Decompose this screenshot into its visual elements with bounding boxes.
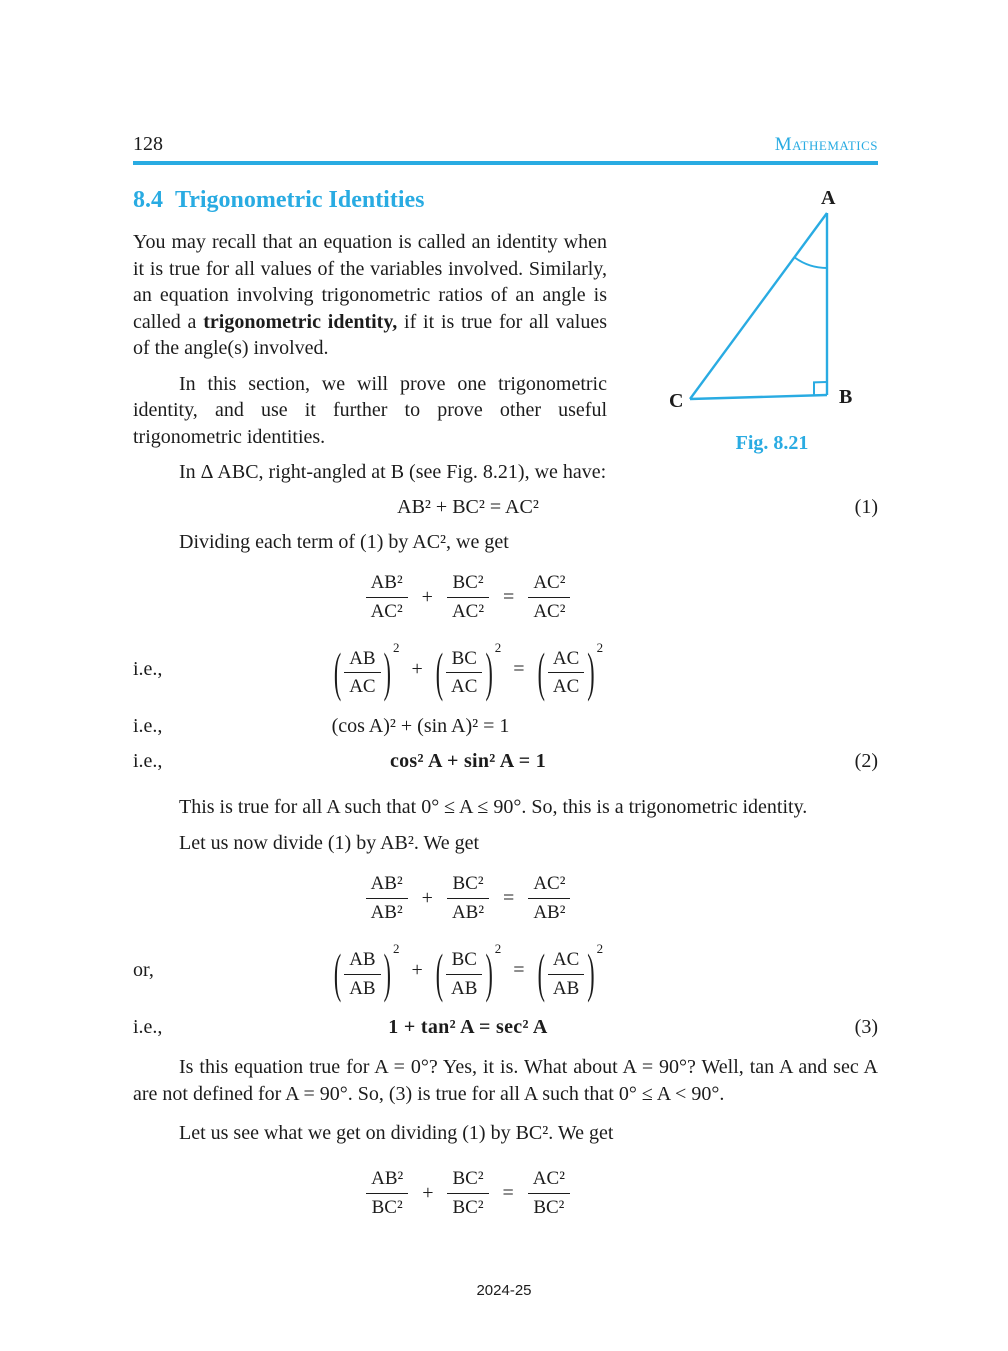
paragraph-text: if it is true for all values of the angle(s) involved.: [133, 310, 607, 359]
fraction-numerator: AC: [552, 647, 580, 669]
fraction-denominator: AC²: [528, 597, 570, 624]
fraction: [528, 872, 570, 925]
fraction-denominator: BC²: [447, 1193, 488, 1220]
fraction-numerator: AB: [349, 948, 376, 970]
fraction-numerator: AC: [552, 948, 580, 970]
paren-equation-ab: [133, 940, 878, 1004]
right-paren: ): [383, 942, 391, 1004]
fraction-denominator: BC²: [528, 1193, 570, 1220]
paragraph-section-intro: In this section, we will prove one trigonometric identity, and use it further to prove other useful trigonometric identities.: [133, 372, 607, 448]
fraction-numerator: AB²: [371, 1167, 404, 1189]
plus-operator: +: [421, 585, 433, 608]
squared-term: [537, 940, 604, 1004]
right-angle-mark-b: [814, 382, 827, 395]
paragraph-divide-by-bc2: Let us see what we get on dividing (1) by BC². We get: [179, 1122, 614, 1145]
page-header: [133, 133, 878, 156]
equals-operator: =: [513, 657, 525, 680]
paren-equation-ac: [133, 639, 878, 703]
fraction-numerator: AB: [349, 647, 376, 669]
exponent: 2: [596, 639, 604, 655]
exponent: 2: [392, 940, 400, 956]
equation-label: i.e.,: [133, 657, 163, 680]
squared-term: [333, 940, 400, 1004]
fraction-numerator: AB²: [370, 572, 403, 593]
equation-body: [205, 639, 826, 703]
equation-3-row: [133, 1016, 878, 1039]
fraction-denominator: AB: [446, 974, 482, 1001]
squared-term: [435, 639, 502, 703]
vertex-label-b: B: [839, 386, 853, 408]
right-paren: ): [587, 942, 595, 1004]
fraction-denominator: BC²: [366, 1193, 408, 1220]
equation-body: [205, 571, 826, 624]
equation-label: i.e.,: [133, 715, 163, 738]
exponent: 2: [494, 940, 502, 956]
vertex-label-c: C: [669, 390, 684, 412]
edition-footer: 2024-25: [476, 1282, 532, 1299]
fraction: [366, 571, 408, 624]
intro-section: [133, 187, 878, 455]
vertex-label-a: A: [821, 187, 836, 209]
equation-body: [205, 940, 826, 1004]
paragraph-triangle-setup: In Δ ABC, right-angled at B (see Fig. 8.21), we have:: [179, 461, 607, 483]
left-paren: (: [435, 641, 444, 703]
equation-body: 1 + tan² A = sec² A: [388, 1016, 548, 1039]
squared-term: [333, 639, 400, 703]
equation-body: AB² + BC² = AC²: [397, 495, 539, 518]
cos-sin-equation-row: [133, 715, 878, 738]
paragraph-identity-definition: [133, 229, 607, 362]
left-paren: (: [333, 641, 342, 703]
fraction: [366, 1167, 408, 1220]
running-head-subject: Mathematics: [774, 134, 878, 155]
equation-2-row: [133, 750, 878, 773]
equation-number: (1): [854, 495, 878, 518]
right-paren: ): [383, 641, 391, 703]
section-title: Trigonometric Identities: [175, 187, 425, 213]
fraction-equation-ab: [133, 872, 878, 925]
paragraph-divide-by-ac2: Dividing each term of (1) by AC², we get: [179, 530, 509, 553]
equation-number: (3): [854, 1016, 878, 1039]
exponent: 2: [494, 639, 502, 655]
left-paren: (: [435, 942, 444, 1004]
paragraph-text: You may recall that an equation is called an identity when it is true for all values of the variables involved. Similarly, an equation involving trigonometric ratios of an angle is called a: [133, 231, 607, 333]
fraction-numerator: BC²: [452, 873, 484, 895]
fraction-denominator: AB²: [366, 898, 408, 925]
fraction-numerator: AB²: [370, 873, 403, 895]
fraction: [366, 872, 408, 925]
equals-operator: =: [502, 1181, 514, 1204]
equals-operator: =: [503, 886, 515, 909]
fraction-denominator: AC: [548, 672, 584, 699]
fraction-numerator: BC: [451, 647, 477, 669]
fraction: [447, 571, 489, 624]
equation-body: [205, 1167, 826, 1220]
equals-operator: =: [503, 585, 515, 608]
page-number: 128: [133, 133, 163, 155]
equation-1-row: [133, 496, 878, 519]
equation-label: i.e.,: [133, 1016, 163, 1039]
fraction-numerator: AC²: [533, 572, 566, 593]
plus-operator: +: [421, 886, 433, 909]
left-paren: (: [537, 942, 545, 1004]
equation-number: (2): [854, 750, 878, 773]
left-paren: (: [333, 942, 342, 1004]
angle-arc-a: [795, 258, 827, 269]
bold-term-trigonometric-identity: trigonometric identity,: [203, 310, 398, 333]
side-ac-hypotenuse: [690, 213, 827, 399]
fraction: [528, 1167, 570, 1220]
fraction: [447, 872, 489, 925]
fraction-denominator: AB²: [447, 898, 489, 925]
fraction-denominator: AB: [344, 974, 380, 1001]
squared-term: [435, 940, 502, 1004]
paragraph-equation3-discussion: Is this equation true for A = 0°? Yes, it is. What about A = 90°? Well, tan A and sec A are not defined for A = 90°. So, (3) is true for all A such that 0° ≤ A < 90°.: [133, 1056, 878, 1105]
fraction-denominator: AC²: [447, 597, 489, 624]
figure-caption: Fig. 8.21: [735, 432, 809, 454]
left-paren: (: [537, 641, 545, 703]
fraction-numerator: AC²: [532, 1167, 565, 1189]
right-paren: ): [587, 641, 595, 703]
section-number: 8.4: [133, 187, 163, 213]
fraction-denominator: AC²: [366, 597, 408, 624]
fraction-denominator: AB: [548, 974, 584, 1001]
fraction-numerator: AC²: [533, 873, 566, 895]
fraction: [447, 1167, 488, 1220]
squared-term: [537, 639, 604, 703]
fraction: [528, 571, 570, 624]
section-heading: [133, 187, 607, 214]
equation-label: or,: [133, 958, 154, 981]
fraction-denominator: AB²: [528, 898, 570, 925]
equation-body: [205, 872, 826, 925]
figure-8-21: [666, 187, 878, 455]
equation-body: cos² A + sin² A = 1: [389, 750, 547, 773]
right-paren: ): [485, 942, 493, 1004]
fraction-equation-bc: [133, 1167, 878, 1220]
fraction-denominator: AC: [446, 672, 482, 699]
plus-operator: +: [411, 958, 423, 981]
right-paren: ): [485, 641, 493, 703]
exponent: 2: [392, 639, 400, 655]
equals-operator: =: [513, 958, 525, 981]
fraction-equation-ac: [133, 571, 878, 624]
fraction-denominator: AC: [344, 672, 380, 699]
side-bc: [690, 395, 827, 399]
right-triangle-diagram: [669, 187, 875, 427]
equation-label: i.e.,: [133, 750, 163, 773]
plus-operator: +: [422, 1181, 434, 1204]
header-rule: [133, 161, 878, 165]
exponent: 2: [596, 940, 604, 956]
plus-operator: +: [411, 657, 423, 680]
fraction-numerator: BC: [451, 948, 477, 970]
equation-body: (cos A)² + (sin A)² = 1: [331, 715, 510, 738]
intro-text-column: [133, 187, 607, 455]
paragraph-divide-by-ab2: Let us now divide (1) by AB². We get: [179, 831, 480, 854]
fraction-numerator: BC²: [452, 572, 484, 593]
fraction-numerator: BC²: [452, 1167, 484, 1189]
paragraph-identity-range: This is true for all A such that 0° ≤ A ≤ 90°. So, this is a trigonometric identity.: [179, 796, 808, 819]
